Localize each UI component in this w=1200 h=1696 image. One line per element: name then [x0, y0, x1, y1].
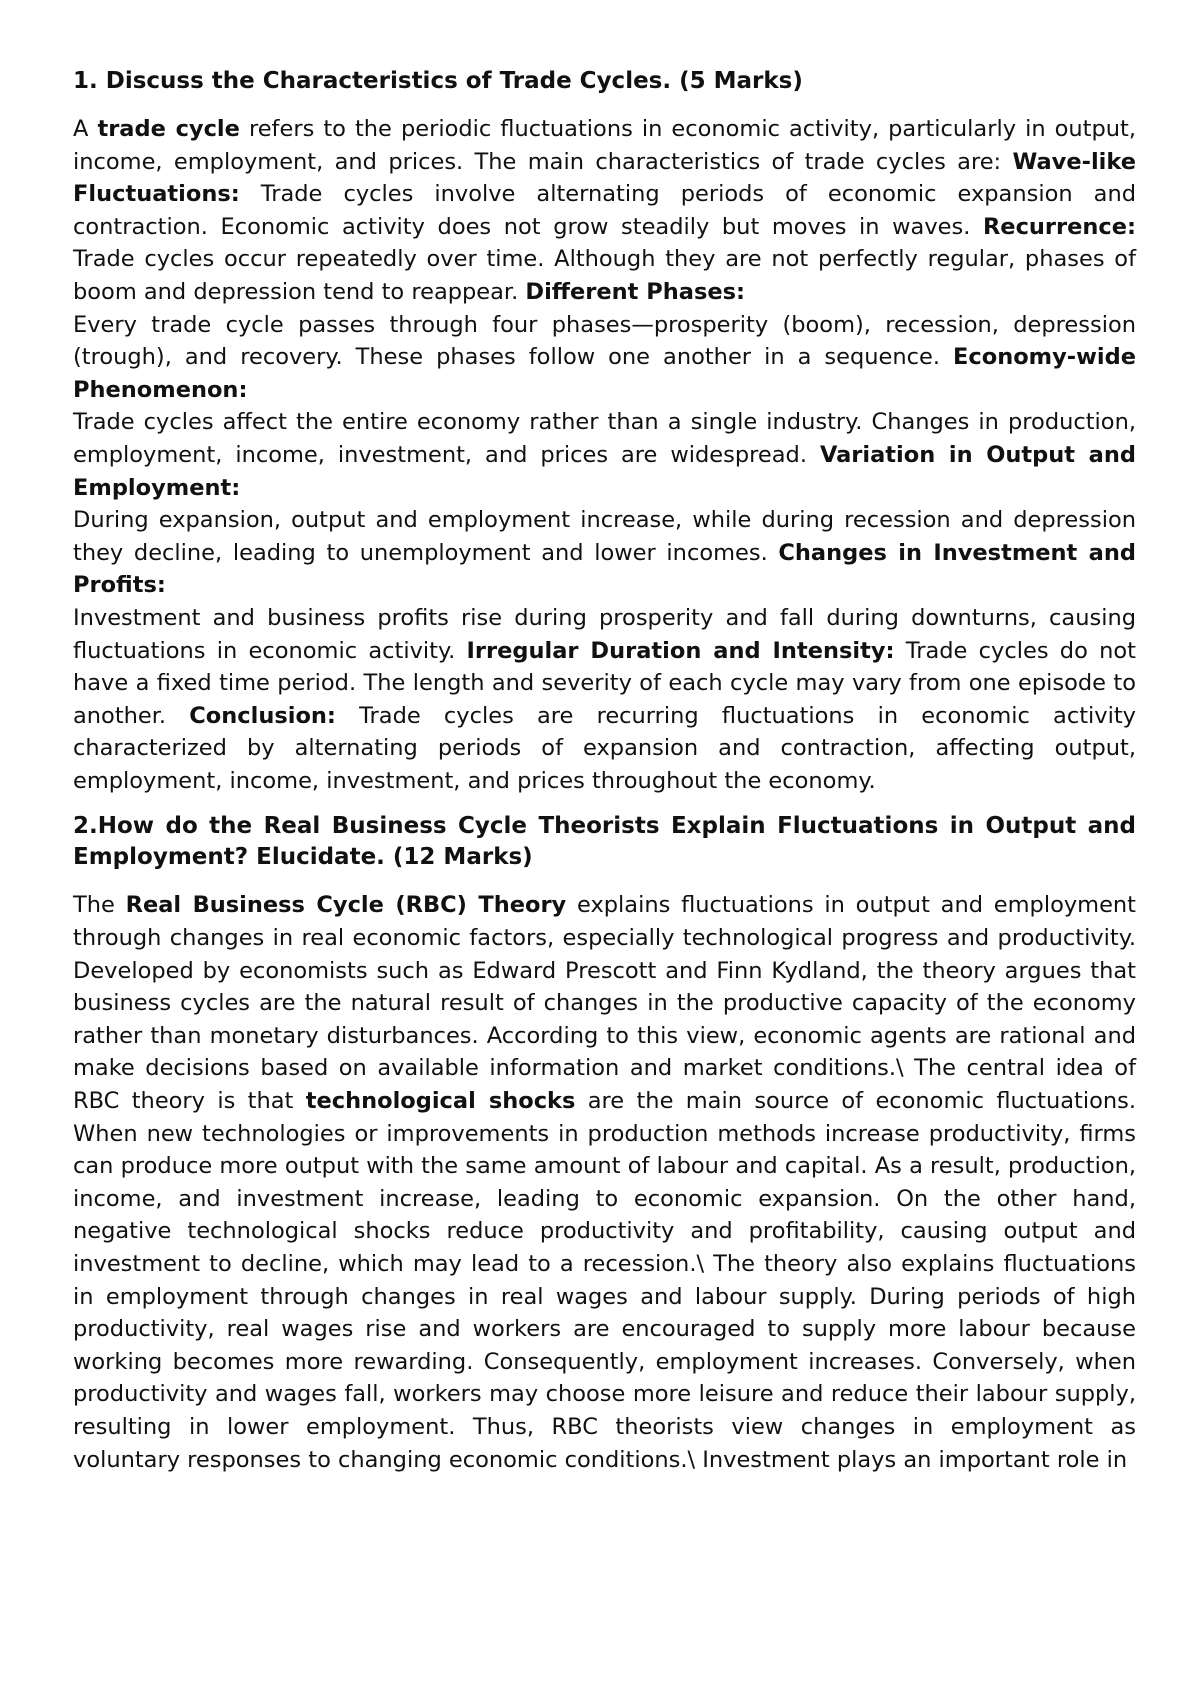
term-technological-shocks: technological shocks — [305, 1088, 576, 1115]
term-trade-cycle: trade cycle — [97, 116, 240, 142]
characteristic-text: During expansion, output and employment increase, while during recession and depression they decline, leading to unemployment and lower incomes. — [73, 507, 1136, 566]
conclusion-label: Conclusion: — [189, 702, 336, 729]
body-text: The — [73, 892, 126, 919]
characteristic-text: Trade cycles affect the entire economy rather than a single industry. Changes in production, employment, income, investment, and prices are widespread. — [73, 409, 1136, 468]
characteristic-text: Trade cycles involve alternating periods of economic expansion and contraction. Economic activity does not grow steadily but moves in waves. — [73, 181, 1136, 240]
section-2-heading: 2.How do the Real Business Cycle Theorists Explain Fluctuations in Output and Employment? Elucidate. (12 Marks) — [73, 813, 1136, 871]
characteristic-text: Every trade cycle passes through four phases—prosperity (boom), recession, depression (trough), and recovery. These phases follow one another in a sequence. — [73, 311, 1136, 371]
conclusion-text: Trade cycles are recurring fluctuations in economic activity characterized by alternating periods of expansion and contraction, affecting output, employment, income, investment, and prices throughout the economy. — [73, 702, 1136, 794]
intro-text: A — [73, 116, 98, 142]
section-1-body — [73, 113, 1136, 797]
characteristic-text: Trade cycles occur repeatedly over time. Although they are not perfectly regular, phases of boom and depression tend to reappear. — [73, 246, 1136, 305]
body-text: are the main source of economic fluctuations. When new technologies or improvements in production methods increase productivity, firms can produce more output with the same amount of labour and capital. As a result, production, income, and investment increase, leading to economic expansion. On the other hand, negative technological shocks reduce productivity and profitability, causing output and investment to decline, which may lead to a recession.\ The theory also explains fluctuations in employment through changes in real wages and labour supply. During periods of high productivity, real wages rise and workers are encouraged to supply more labour because working becomes more rewarding. Consequently, employment increases. Conversely, when productivity and wages fall, workers may choose more leisure and reduce their labour supply, resulting in lower employment. Thus, RBC theorists view changes in employment as voluntary responses to changing economic conditions.\ Investment plays an important role in — [73, 1088, 1136, 1473]
characteristic-label: Wave-like Fluctuations: — [73, 148, 1136, 208]
characteristic-label: Changes in Investment and Profits: — [73, 539, 1136, 599]
term-rbc-theory: Real Business Cycle (RBC) Theory — [125, 892, 567, 919]
section-2-body — [73, 889, 1136, 1476]
characteristic-text: Investment and business profits rise during prosperity and fall during downturns, causing fluctuations in economic activity. — [73, 604, 1136, 664]
characteristic-label: Irregular Duration and Intensity: — [466, 637, 895, 664]
characteristic-label: Different Phases: — [525, 278, 745, 305]
characteristic-label: Variation in Output and Employment: — [73, 441, 1136, 501]
body-text: explains fluctuations in output and employment through changes in real economic factors, especially technological progress and productivity. Developed by economists such as Edward Prescott and Finn Kydland, the theory argues that business cycles are the natural result of changes in the productive capacity of the economy rather than monetary disturbances. According to this view, economic agents are rational and make decisions based on available information and market conditions.\ The central idea of RBC theory is that — [73, 892, 1137, 1115]
characteristic-label: Recurrence: — [982, 213, 1136, 240]
characteristic-text: Trade cycles do not have a fixed time period. The length and severity of each cycle may vary from one episode to another. — [73, 637, 1136, 729]
characteristic-label: Economy-wide Phenomenon: — [73, 344, 1136, 403]
section-1-heading: 1. Discuss the Characteristics of Trade Cycles. (5 Marks) — [73, 68, 803, 94]
intro-text: refers to the periodic fluctuations in economic activity, particularly in output, income, employment, and prices. The main characteristics of trade cycles are: — [73, 116, 1136, 175]
